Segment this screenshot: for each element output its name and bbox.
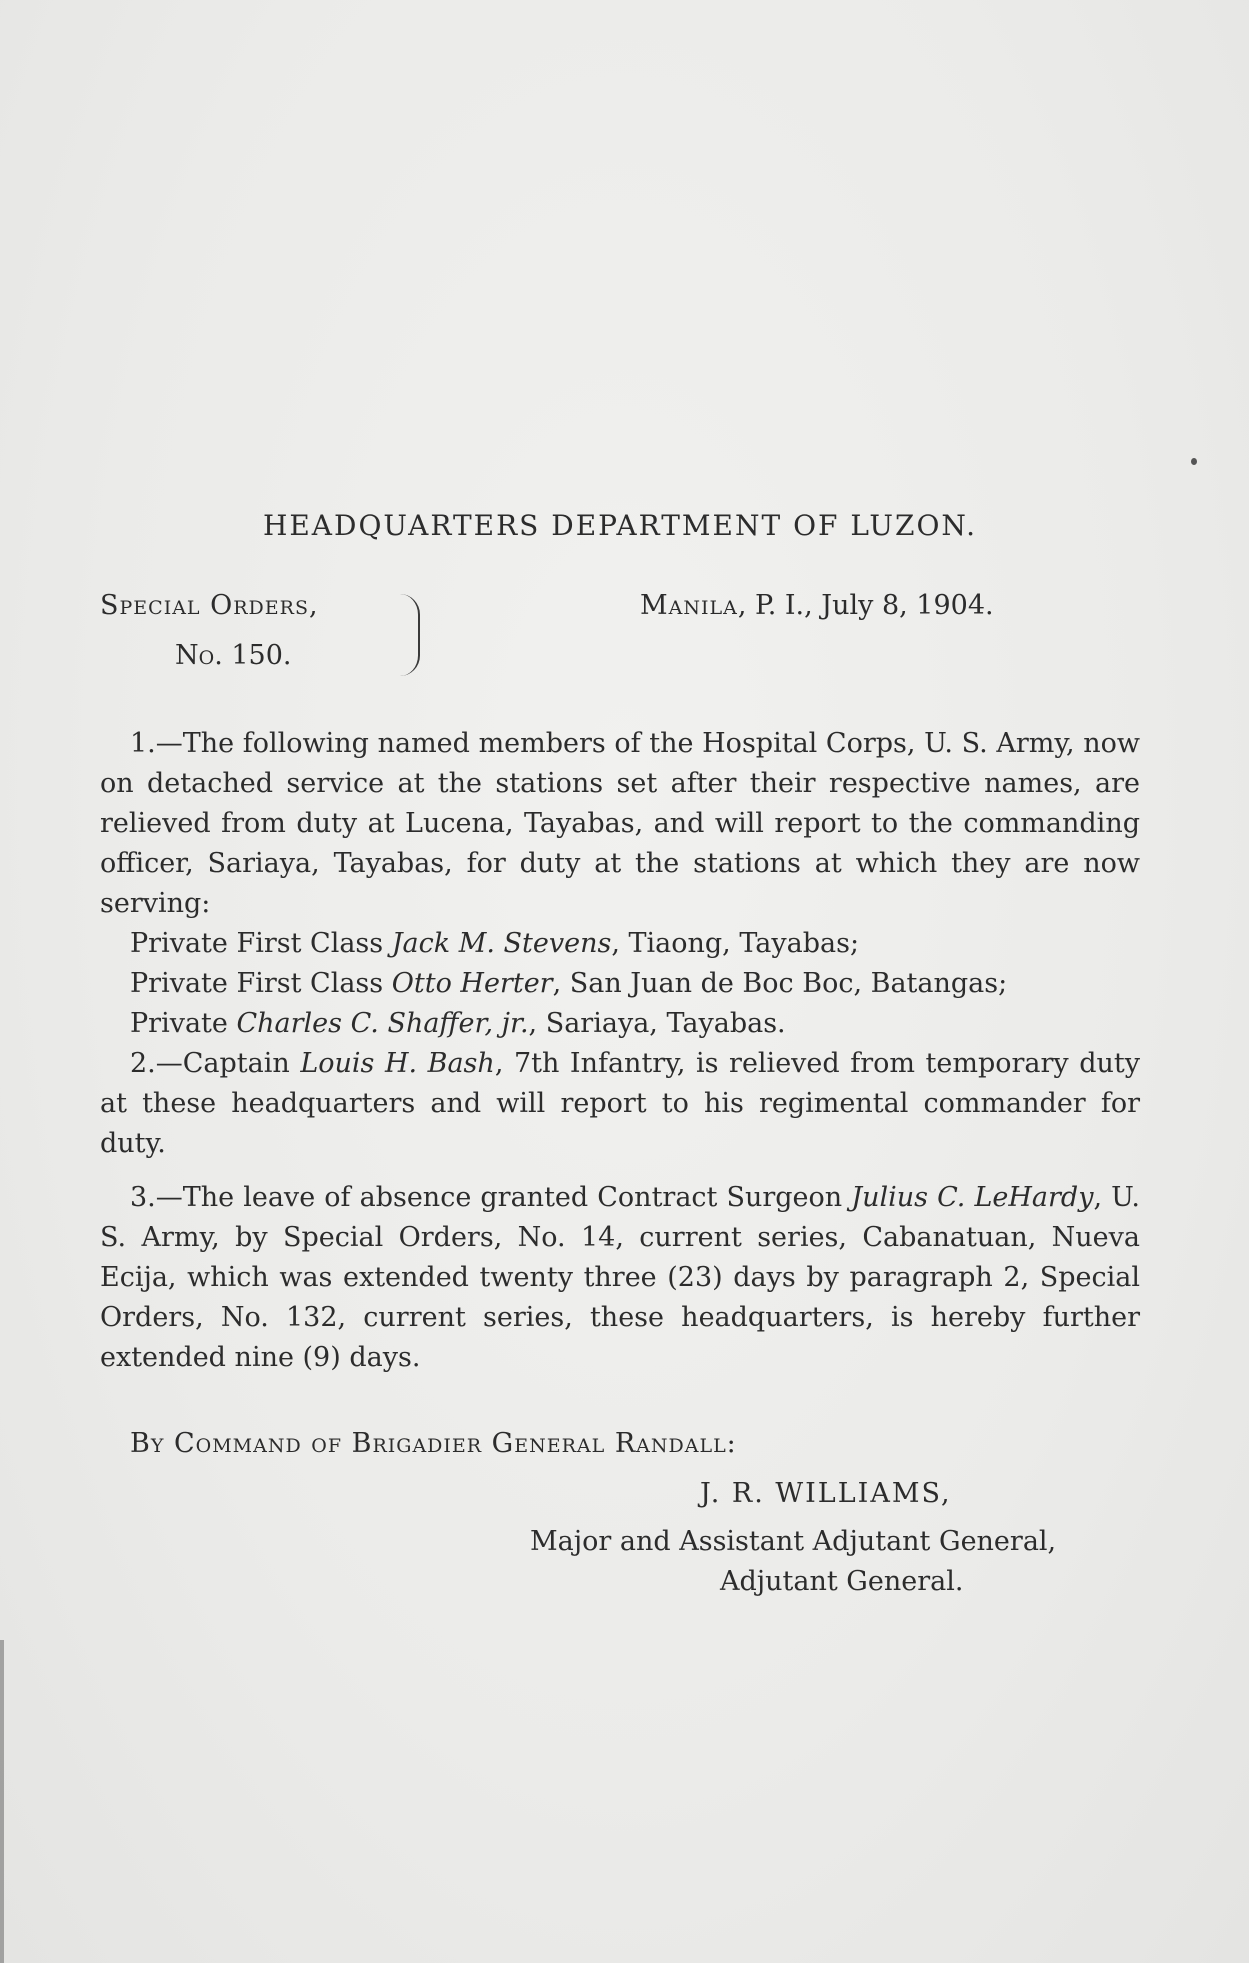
orders-block	[100, 586, 440, 676]
command-line: By Command of Brigadier General Randall:	[130, 1428, 737, 1459]
document-heading: HEADQUARTERS DEPARTMENT OF LUZON.	[262, 509, 978, 542]
signatory-title: Major and Assistant Adjutant General,	[530, 1526, 1057, 1557]
rank: Private First Class	[130, 968, 392, 999]
brace-mark	[400, 594, 420, 676]
paragraph-text: , U. S. Army, by Special Orders, No. 14, current series, Cabanatuan, Nueva Ecija, which was extended twenty three (23) days by paragraph 2, Special Orders, No. 132, current series, these headquarters, is hereby further extended nine (9) days.	[100, 1182, 1140, 1373]
date-text: , P. I., July 8, 1904.	[737, 590, 994, 621]
person-name: Jack M. Stevens	[391, 928, 612, 959]
person-name: Louis H. Bash	[300, 1048, 495, 1079]
list-item	[100, 1004, 1140, 1044]
orders-label: Special Orders,	[100, 590, 319, 621]
place-name: Manila	[640, 590, 738, 621]
orders-number: No. 150.	[175, 640, 292, 671]
list-item	[100, 924, 1140, 964]
scan-edge	[0, 1640, 4, 1963]
station: , Sariaya, Tayabas.	[528, 1008, 786, 1039]
station: , San Juan de Boc Boc, Batangas;	[552, 968, 1008, 999]
paragraph-text: , 7th Infantry, is relieved from temporary duty at these headquarters and will report to his regimental commander for duty.	[100, 1048, 1141, 1159]
person-name: Julius C. LeHardy	[851, 1182, 1094, 1213]
list-item	[100, 964, 1140, 1004]
paragraphs	[100, 724, 1140, 1378]
signatory-title-2: Adjutant General.	[720, 1566, 964, 1597]
person-name: Charles C. Shaffer, jr.	[236, 1008, 529, 1039]
place-date	[640, 586, 1140, 626]
station: , Tiaong, Tayabas;	[611, 928, 860, 959]
signature-block	[100, 1474, 1140, 1602]
person-name: Otto Herter	[391, 968, 553, 999]
rank: Private	[130, 1008, 237, 1039]
paragraph-prefix: 2.—Captain	[130, 1048, 301, 1079]
personnel-list	[100, 924, 1140, 1044]
signatory-name: J. R. WILLIAMS,	[700, 1478, 952, 1509]
paragraph-3	[100, 1178, 1140, 1378]
rank: Private First Class	[130, 928, 392, 959]
ink-speck	[1191, 458, 1197, 465]
paragraph-prefix: 3.—The leave of absence granted Contract Surgeon	[130, 1182, 852, 1213]
paragraph-1: 1.—The following named members of the Hospital Corps, U. S. Army, now on detached service at the stations set after their respective names, are relieved from duty at Lucena, Tayabas, and will report to the commanding officer, Sariaya, Tayabas, for duty at the stations at which they are now serving:	[100, 728, 1140, 919]
paragraph-2	[100, 1044, 1140, 1164]
